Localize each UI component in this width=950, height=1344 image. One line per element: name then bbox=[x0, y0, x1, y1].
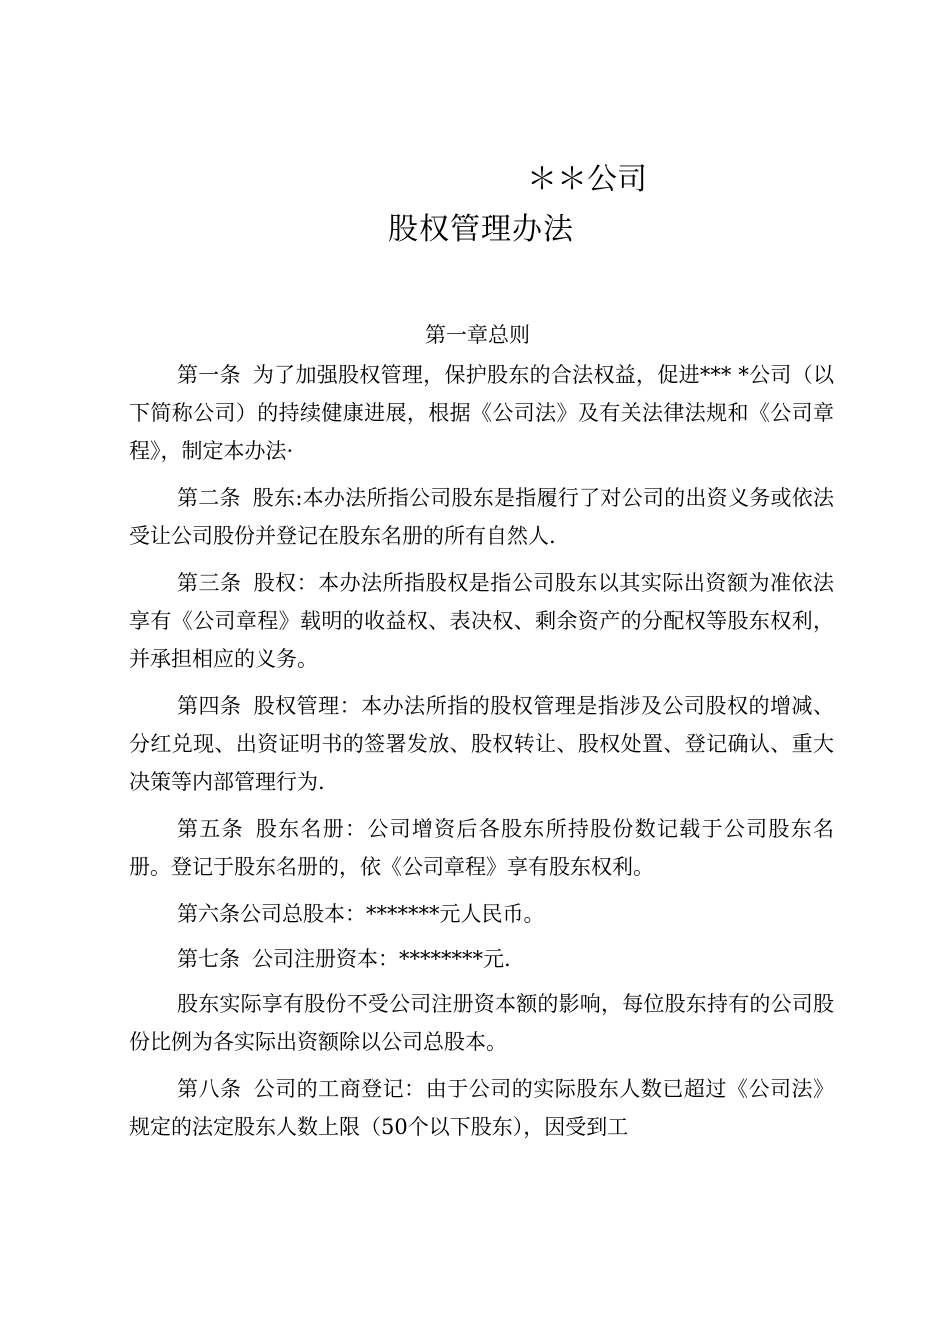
document-title: 股权管理办法 bbox=[388, 212, 574, 247]
article-text: 股东实际享有股份不受公司注册资本额的影响，每位股东持有的公司股份比例为各实际出资额除以公司总股本。 bbox=[129, 992, 834, 1054]
article-number: 第五条 bbox=[177, 817, 244, 841]
article-number: 第三条 bbox=[177, 571, 242, 595]
chapter-heading: 第一章总则 bbox=[425, 323, 530, 347]
article-number: 第四条 bbox=[177, 694, 242, 718]
article-number: 第八条 bbox=[177, 1077, 242, 1101]
article-number: 第六条 bbox=[177, 902, 240, 926]
document-body bbox=[129, 356, 834, 1155]
article-text: 股东:本办法所指公司股东是指履行了对公司的出资义务或依法受让公司股份并登记在股东名册的所有自然人. bbox=[129, 486, 834, 548]
article-7 bbox=[129, 940, 834, 978]
article-7-paragraph bbox=[129, 985, 834, 1061]
company-title: ＊＊公司 bbox=[527, 162, 647, 197]
article-text: 公司注册资本：********元. bbox=[252, 947, 511, 971]
article-text: 股权：本办法所指股权是指公司股东以其实际出资额为准依法享有《公司章程》载明的收益权、表决权、剩余资产的分配权等股东权利，并承担相应的义务。 bbox=[129, 571, 835, 671]
article-1 bbox=[129, 356, 834, 470]
article-2 bbox=[129, 479, 834, 555]
article-text: 股东名册：公司增资后各股东所持股份数记载于公司股东名册。登记于股东名册的，依《公司章程》享有股东权利。 bbox=[129, 817, 834, 879]
article-number: 第一条 bbox=[177, 363, 241, 387]
article-6 bbox=[129, 895, 834, 933]
article-text: 为了加强股权管理，保护股东的合法权益，促进*** *公司（以下简称公司）的持续健康进展，根据《公司法》及有关法律法规和《公司章程》，制定本办法· bbox=[129, 363, 835, 463]
article-5 bbox=[129, 810, 834, 886]
article-number: 第七条 bbox=[177, 947, 240, 971]
article-3 bbox=[129, 564, 834, 678]
article-8 bbox=[129, 1070, 834, 1146]
article-text: 公司的工商登记：由于公司的实际股东人数已超过《公司法》规定的法定股东人数上限（50个以下股东），因受到工 bbox=[129, 1077, 835, 1139]
article-text: 公司总股本：*******元人民币。 bbox=[240, 902, 545, 926]
article-number: 第二条 bbox=[177, 486, 241, 510]
article-4 bbox=[129, 687, 834, 801]
article-text: 股权管理：本办法所指的股权管理是指涉及公司股权的增减、分红兑现、出资证明书的签署发放、股权转让、股权处置、登记确认、重大决策等内部管理行为. bbox=[129, 694, 835, 794]
